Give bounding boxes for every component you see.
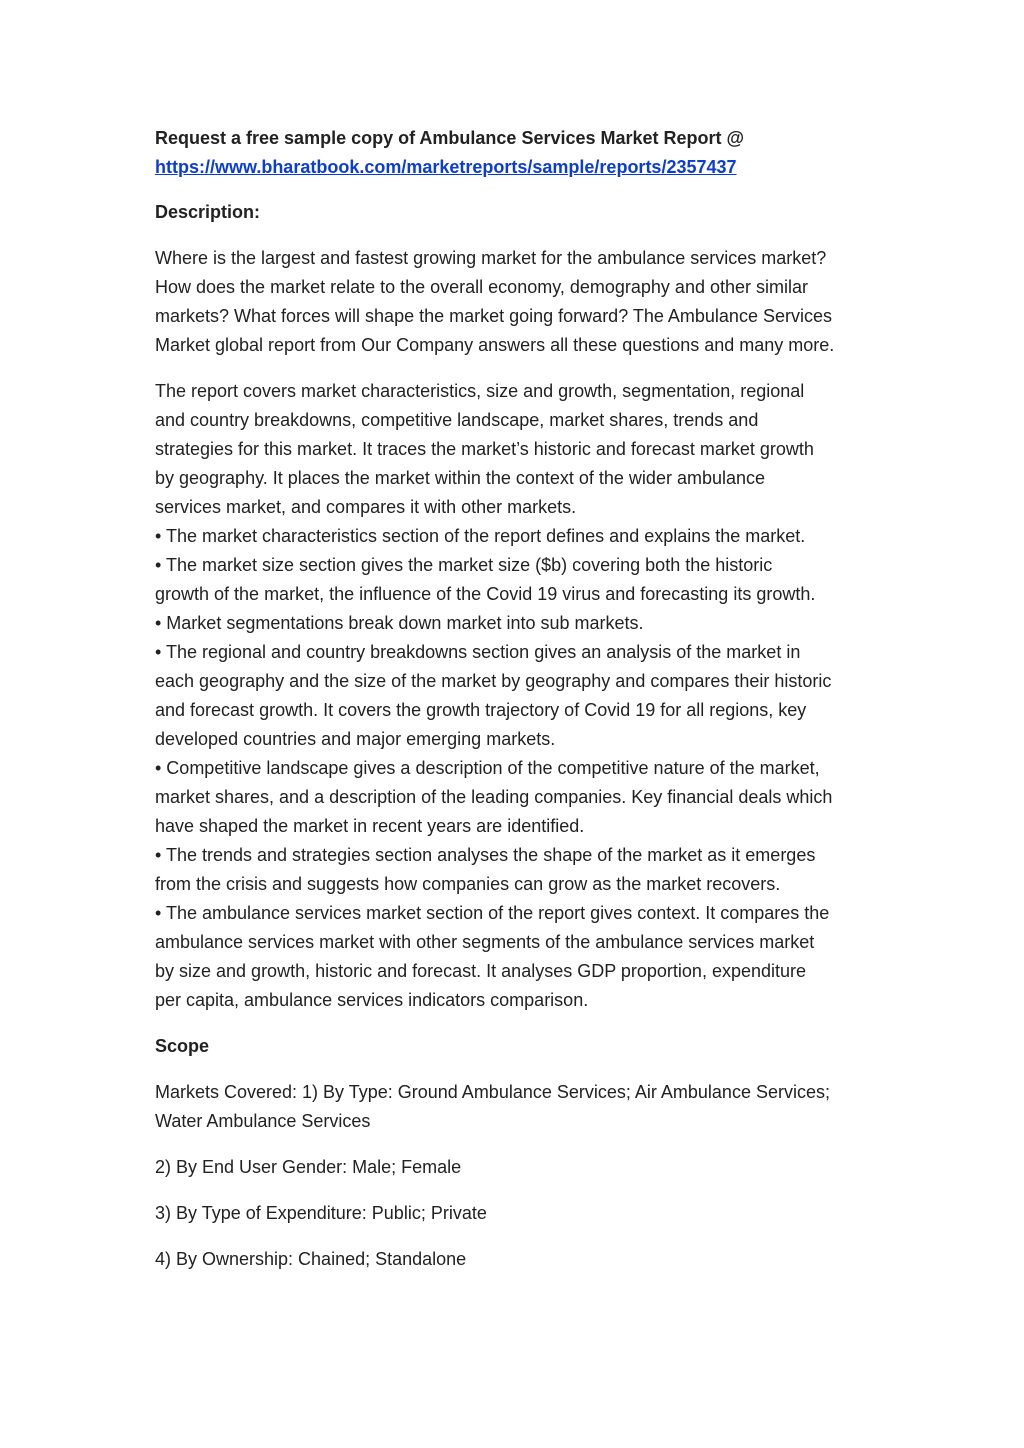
- bullet-line: • The market size section gives the market size ($b) covering both the historic: [155, 555, 773, 575]
- text-line: Markets Covered: 1) By Type: Ground Ambulance Services; Air Ambulance Services;: [155, 1082, 830, 1102]
- description-paragraph-1: [155, 244, 885, 360]
- text-line: strategies for this market. It traces the market’s historic and forecast market growth: [155, 439, 814, 459]
- text-line: and forecast growth. It covers the growth trajectory of Covid 19 for all regions, key: [155, 700, 807, 720]
- text-line: by geography. It places the market within the context of the wider ambulance: [155, 468, 766, 488]
- text-line: How does the market relate to the overall economy, demography and other similar: [155, 277, 808, 297]
- scope-heading: Scope: [155, 1036, 210, 1056]
- bullet-line: • The regional and country breakdowns section gives an analysis of the market in: [155, 642, 801, 662]
- text-line: market shares, and a description of the leading companies. Key financial deals which: [155, 787, 833, 807]
- bullet-line: • Competitive landscape gives a description of the competitive nature of the market,: [155, 758, 820, 778]
- scope-item-ownership: 4) By Ownership: Chained; Standalone: [155, 1249, 467, 1269]
- scope-item-type-of-expenditure: 3) By Type of Expenditure: Public; Private: [155, 1203, 487, 1223]
- text-line: each geography and the size of the market by geography and compares their historic: [155, 671, 832, 691]
- text-line: per capita, ambulance services indicators comparison.: [155, 990, 589, 1010]
- text-line: growth of the market, the influence of the Covid 19 virus and forecasting its growth.: [155, 584, 816, 604]
- text-line: from the crisis and suggests how companies can grow as the market recovers.: [155, 874, 781, 894]
- text-line: ambulance services market with other segments of the ambulance services market: [155, 932, 815, 952]
- text-line: developed countries and major emerging markets.: [155, 729, 556, 749]
- text-line: Market global report from Our Company answers all these questions and many more.: [155, 335, 835, 355]
- scope-markets-covered: [155, 1078, 885, 1136]
- text-line: Water Ambulance Services: [155, 1111, 371, 1131]
- text-line: and country breakdowns, competitive landscape, market shares, trends and: [155, 410, 759, 430]
- bullet-line: • The market characteristics section of the report defines and explains the market.: [155, 526, 806, 546]
- text-line: services market, and compares it with other markets.: [155, 497, 577, 517]
- text-line: by size and growth, historic and forecast. It analyses GDP proportion, expenditure: [155, 961, 807, 981]
- description-paragraph-2: [155, 377, 885, 1015]
- sample-report-link[interactable]: https://www.bharatbook.com/marketreports/sample/reports/2357437: [155, 157, 737, 177]
- text-line: The report covers market characteristics, size and growth, segmentation, regional: [155, 381, 805, 401]
- description-heading: Description:: [155, 202, 261, 222]
- scope-item-end-user-gender: 2) By End User Gender: Male; Female: [155, 1157, 462, 1177]
- request-title: Request a free sample copy of Ambulance Services Market Report @: [155, 128, 745, 148]
- text-line: markets? What forces will shape the market going forward? The Ambulance Services: [155, 306, 832, 326]
- bullet-line: • The trends and strategies section analyses the shape of the market as it emerges: [155, 845, 816, 865]
- document-page: [155, 124, 885, 1274]
- bullet-line: • Market segmentations break down market into sub markets.: [155, 613, 644, 633]
- text-line: Where is the largest and fastest growing market for the ambulance services market?: [155, 248, 827, 268]
- bullet-line: • The ambulance services market section of the report gives context. It compares the: [155, 903, 830, 923]
- text-line: have shaped the market in recent years are identified.: [155, 816, 585, 836]
